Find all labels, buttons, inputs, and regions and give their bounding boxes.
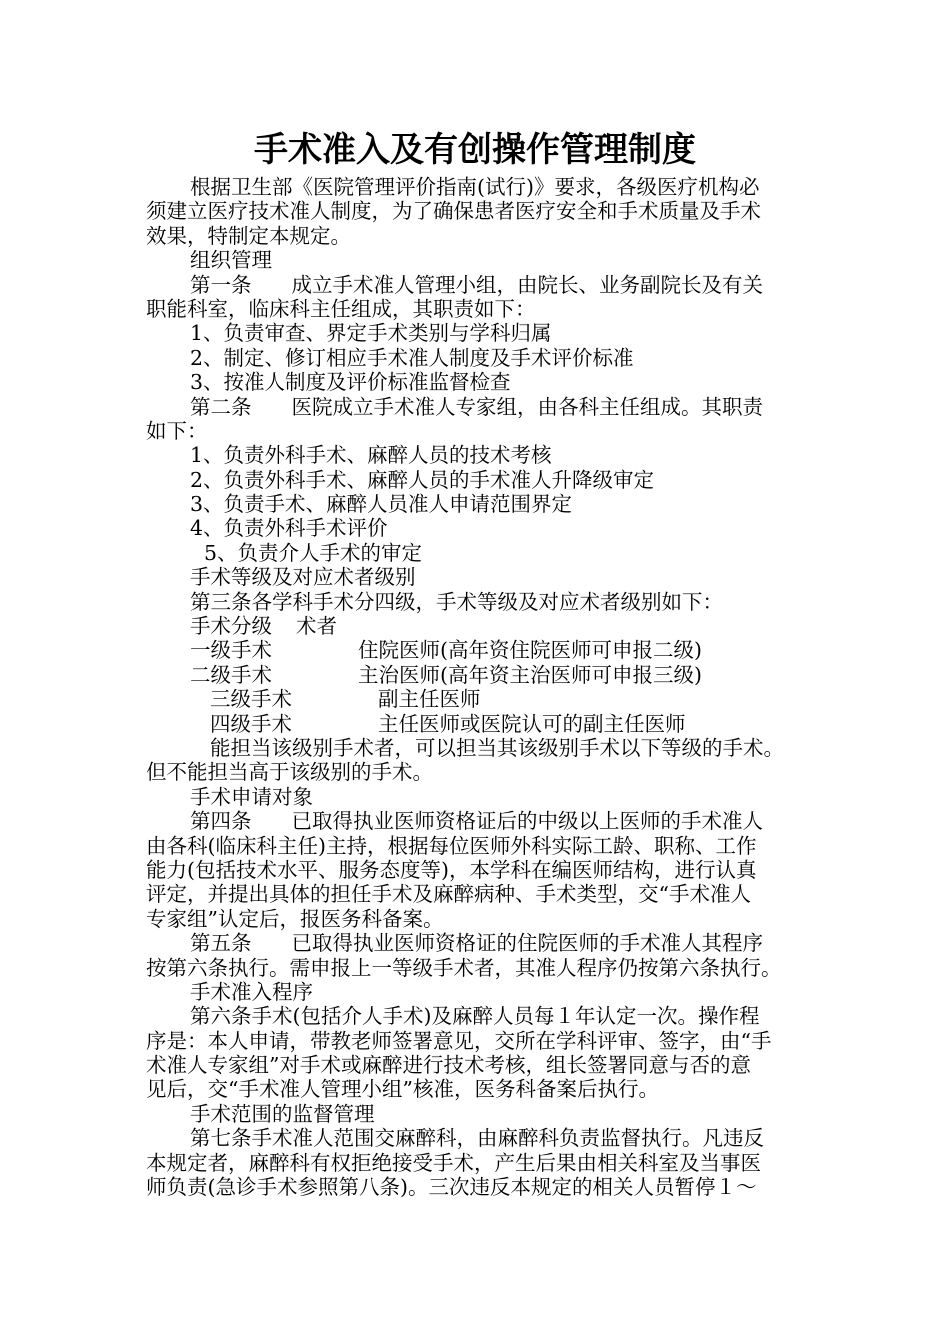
body-line: 本规定者，麻醉科有权拒绝接受手术，产生后果由相关科室及当事医 xyxy=(146,1150,761,1175)
grade-level: 三级手术 xyxy=(210,687,292,712)
grade-level: 四级手术 xyxy=(210,711,292,736)
article-text: 医院成立手术准人专家组，由各科主任组成。其职责 xyxy=(291,394,763,419)
section-heading: 手术等级及对应术者级别 xyxy=(190,565,416,590)
grade-level: 二级手术 xyxy=(190,662,272,687)
grade-row xyxy=(146,712,818,736)
grade-header-level: 手术分级 xyxy=(190,614,272,639)
body-line: 效果，特制定本规定。 xyxy=(146,223,351,248)
body-line: 能力(包括技术水平、服务态度等)，本学科在编医师结构，进行认真 xyxy=(146,857,757,882)
article-number: 第二条 xyxy=(190,394,252,419)
article-text: 已取得执业医师资格证的住院医师的手术准人其程序 xyxy=(291,931,763,956)
body-line: 如下： xyxy=(146,418,208,443)
list-item: 4、负责外科手术评价 xyxy=(190,516,388,541)
section-heading: 组织管理 xyxy=(190,248,272,273)
body-line: 术准人专家组”对手术或麻醉进行技术考核，组长签署同意与否的意 xyxy=(146,1053,751,1078)
list-item: 2、负责外科手术、麻醉人员的手术准人升降级审定 xyxy=(190,467,655,492)
body-line: 师负责(急诊手术参照第八条)。三次违反本规定的相关人员暂停１～ xyxy=(146,1175,757,1200)
body-line: 按第六条执行。需申报上一等级手术者，其准人程序仍按第六条执行。 xyxy=(146,955,782,980)
grade-surgeon: 住院医师(高年资住院医师可申报二级) xyxy=(358,638,702,663)
body-line: 序是：本人申请，带教老师签署意见，交所在学科评审、签字，由“手 xyxy=(146,1028,772,1053)
list-item: 3、按准人制度及评价标准监督检查 xyxy=(190,370,511,395)
body-line: 见后，交“手术准人管理小组”核准，医务科备案后执行。 xyxy=(146,1077,659,1102)
body-line: 由各科(临床科主任)主持，根据每位医师外科实际工龄、职称、工作 xyxy=(146,833,757,858)
body-line: 能担当该级别手术者，可以担当其该级别手术以下等级的手术。 xyxy=(210,735,784,760)
body-line: 职能科室，临床科主任组成，其职责如下： xyxy=(146,296,536,321)
body-line: 专家组”认定后，报医务科备案。 xyxy=(146,906,444,931)
document-title: 手术准入及有创操作管理制度 xyxy=(254,130,696,170)
grade-surgeon: 主任医师或医院认可的副主任医师 xyxy=(378,711,686,736)
grade-table-header xyxy=(146,614,818,638)
body-line: 根据卫生部《医院管理评价指南(试行)》要求，各级医疗机构必 xyxy=(190,175,760,199)
section-heading: 手术申请对象 xyxy=(190,784,313,809)
list-item: 1、负责审查、界定手术类别与学科归属 xyxy=(190,321,552,346)
list-item: 1、负责外科手术、麻醉人员的技术考核 xyxy=(190,443,552,468)
article-text: 成立手术准人管理小组，由院长、业务副院长及有关 xyxy=(291,272,763,297)
grade-row xyxy=(146,687,818,711)
article-line: 第七条手术准人范围交麻醉科，由麻醉科负责监督执行。凡违反 xyxy=(190,1126,764,1151)
body-line: 须建立医疗技术准人制度，为了确保患者医疗安全和手术质量及手术 xyxy=(146,199,761,224)
section-heading: 手术准入程序 xyxy=(190,979,313,1004)
grade-row xyxy=(146,663,818,687)
list-item: 2、制定、修订相应手术准人制度及手术评价标准 xyxy=(190,345,634,370)
article-text: 已取得执业医师资格证后的中级以上医师的手术准人 xyxy=(291,809,763,834)
article-number: 第四条 xyxy=(190,809,252,834)
grade-row xyxy=(146,638,818,662)
section-heading: 手术范围的监督管理 xyxy=(190,1101,375,1126)
article-number: 第一条 xyxy=(190,272,252,297)
article-line: 第六条手术(包括介人手术)及麻醉人员每１年认定一次。操作程 xyxy=(190,1004,760,1029)
article-line xyxy=(146,931,818,955)
grade-header-surgeon: 术者 xyxy=(296,614,337,639)
article-line: 第三条各学科手术分四级，手术等级及对应术者级别如下： xyxy=(190,589,723,614)
document-body xyxy=(146,175,818,1199)
article-line xyxy=(146,273,818,297)
body-line: 但不能担当高于该级别的手术。 xyxy=(146,760,433,785)
grade-level: 一级手术 xyxy=(190,638,272,663)
article-number: 第五条 xyxy=(190,931,252,956)
body-line: 评定，并提出具体的担任手术及麻醉病种、手术类型，交“手术准人 xyxy=(146,882,751,907)
list-item: 3、负责手术、麻醉人员准人申请范围界定 xyxy=(190,492,573,517)
article-line xyxy=(146,395,818,419)
grade-surgeon: 主治医师(高年资主治医师可申报三级) xyxy=(358,662,702,687)
article-line xyxy=(146,809,818,833)
list-item: 5、负责介人手术的审定 xyxy=(204,540,423,565)
grade-surgeon: 副主任医师 xyxy=(378,687,481,712)
